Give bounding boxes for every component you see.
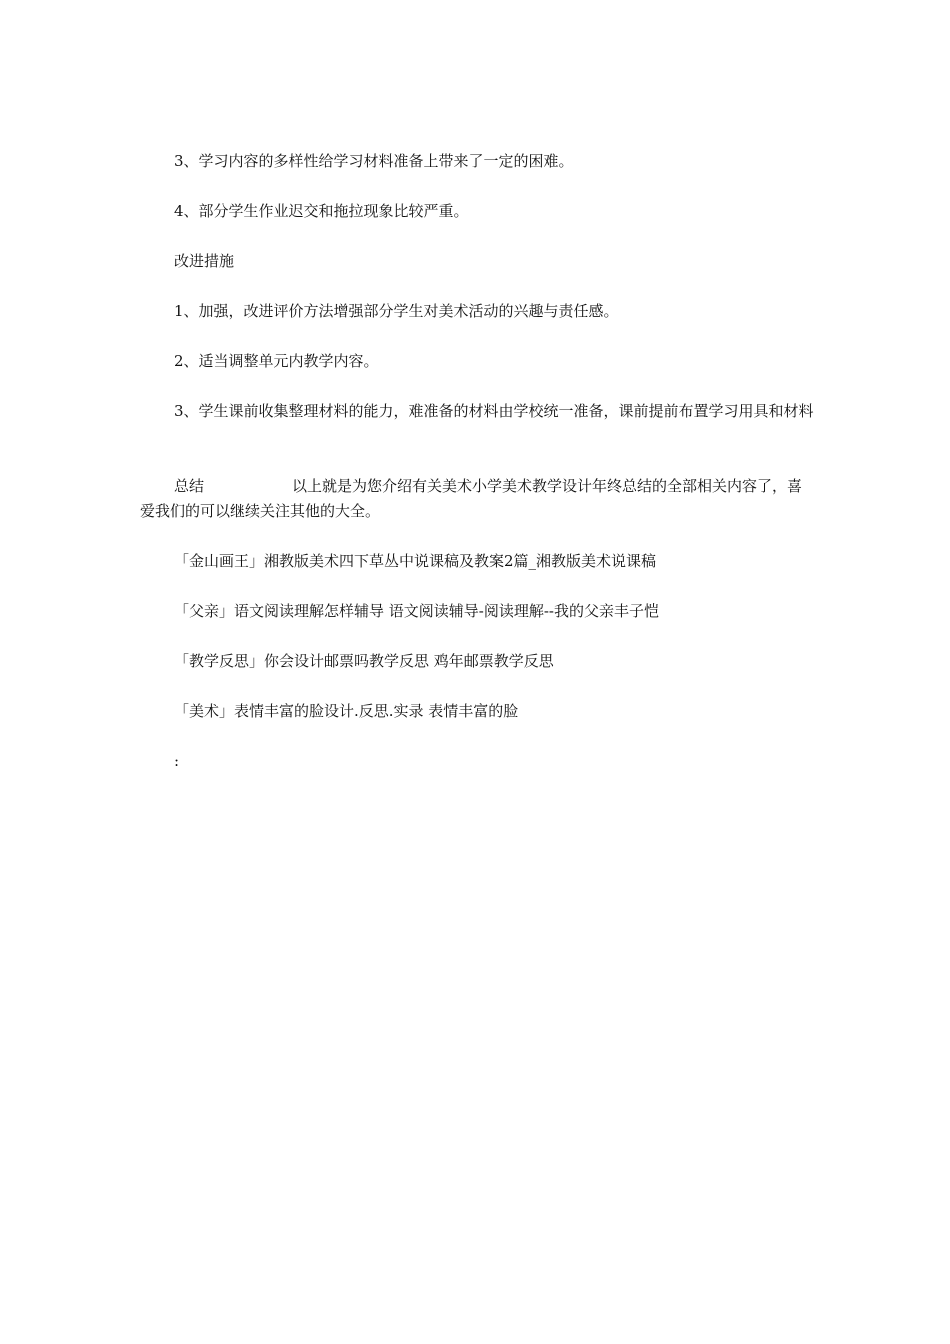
trailing-colon: : <box>174 752 180 770</box>
related-link-2[interactable]: 「父亲」语文阅读理解怎样辅导 语文阅读辅导-阅读理解--我的父亲丰子恺 <box>174 602 659 620</box>
related-link-3[interactable]: 「教学反思」你会设计邮票吗教学反思 鸡年邮票教学反思 <box>174 652 554 670</box>
section-heading-improvements: 改进措施 <box>174 252 235 270</box>
paragraph-improvement-1: 1、加强，改进评价方法增强部分学生对美术活动的兴趣与责任感。 <box>174 302 619 320</box>
paragraph-difficulty-3: 3、学习内容的多样性给学习材料准备上带来了一定的困难。 <box>174 152 574 170</box>
related-link-4[interactable]: 「美术」表情丰富的脸设计.反思.实录 表情丰富的脸 <box>174 702 519 720</box>
paragraph-improvement-2: 2、适当调整单元内教学内容。 <box>174 352 379 370</box>
summary-label: 总结 <box>174 477 205 495</box>
summary-text: 以上就是为您介绍有关美术小学美术教学设计年终总结的全部相关内容了，喜爱我们的可以继续关注其他的大全。 <box>140 477 803 520</box>
paragraph-difficulty-4: 4、部分学生作业迟交和拖拉现象比较严重。 <box>174 202 469 220</box>
related-link-1[interactable]: 「金山画王」湘教版美术四下草丛中说课稿及教案2篇_湘教版美术说课稿 <box>174 552 657 570</box>
paragraph-summary <box>140 474 816 524</box>
paragraph-improvement-3: 3、学生课前收集整理材料的能力，难准备的材料由学校统一准备，课前提前布置学习用具和材料 <box>174 402 814 420</box>
